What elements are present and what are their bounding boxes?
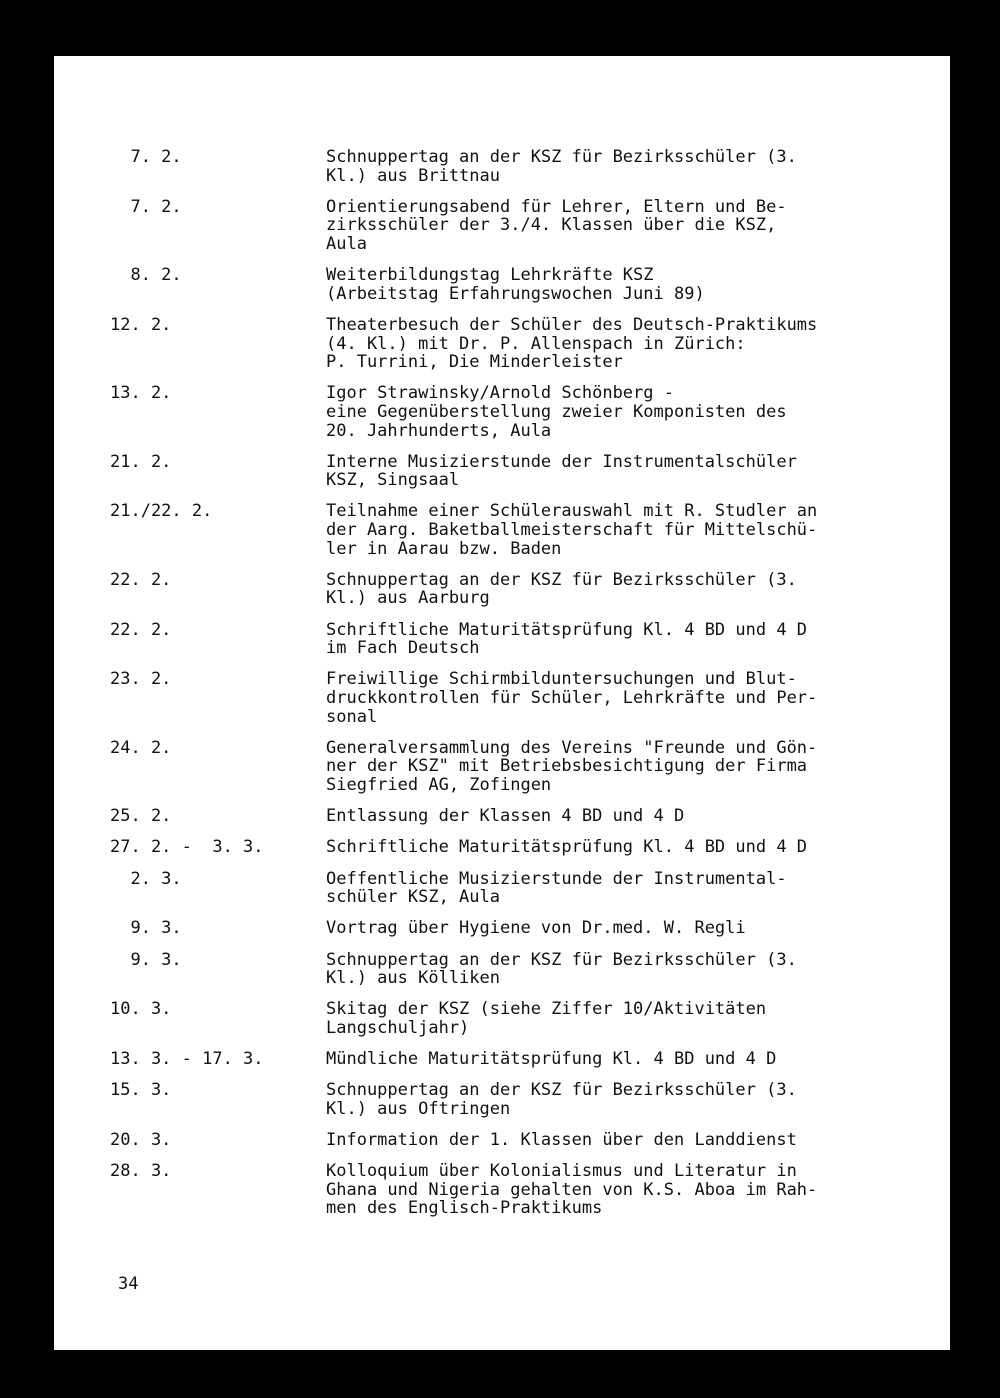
event-description: Kolloquium über Kolonialismus und Literatur in Ghana und Nigeria gehalten von K.S. Aboa im Rah- men des Englisch-Praktikums	[326, 1161, 818, 1219]
event-description: Igor Strawinsky/Arnold Schönberg - eine Gegenüberstellung zweier Komponisten des 20. Jahrhunderts, Aula	[326, 383, 787, 441]
event-description: Schnuppertag an der KSZ für Bezirksschüler (3. Kl.) aus Oftringen	[326, 1080, 797, 1119]
event-description: Schnuppertag an der KSZ für Bezirksschüler (3. Kl.) aus Brittnau	[326, 147, 797, 186]
event-entry	[110, 1131, 930, 1150]
event-date: 21./22. 2.	[110, 501, 213, 522]
event-description: Mündliche Maturitätsprüfung Kl. 4 BD und 4 D	[326, 1049, 777, 1070]
event-entry	[110, 1162, 930, 1218]
event-entry	[110, 198, 930, 254]
event-date: 15. 3.	[110, 1080, 172, 1101]
event-date: 25. 2.	[110, 806, 172, 827]
event-entry	[110, 739, 930, 795]
page-number: 34	[118, 1274, 139, 1294]
event-description: Schnuppertag an der KSZ für Bezirksschüler (3. Kl.) aus Aarburg	[326, 569, 797, 609]
event-description: Entlassung der Klassen 4 BD und 4 D	[326, 806, 685, 827]
event-date: 27. 2. - 3. 3.	[110, 837, 264, 858]
event-entry	[110, 838, 930, 857]
event-date: 13. 2.	[110, 383, 172, 404]
event-entry	[110, 919, 930, 938]
event-entry	[110, 1000, 930, 1037]
event-entry	[110, 951, 930, 988]
event-date: 24. 2.	[110, 737, 172, 758]
event-description: Schriftliche Maturitätsprüfung Kl. 4 BD und 4 D im Fach Deutsch	[326, 619, 808, 659]
event-description: Teilnahme einer Schülerauswahl mit R. Studler an der Aarg. Baketballmeisterschaft für Mittelschü- ler in Aarau bzw. Baden	[326, 501, 818, 559]
document-page	[54, 56, 950, 1350]
event-entry	[110, 1081, 930, 1118]
event-entry	[110, 621, 930, 658]
event-entry	[110, 384, 930, 440]
event-date: 22. 2.	[110, 619, 172, 640]
event-description: Information der 1. Klassen über den Landdienst	[326, 1130, 797, 1151]
event-entry	[110, 670, 930, 726]
event-date: 2. 3.	[110, 868, 182, 889]
event-date: 9. 3.	[110, 918, 182, 939]
event-description: Theaterbesuch der Schüler des Deutsch-Praktikums (4. Kl.) mit Dr. P. Allenspach in Zürich: P. Turrini, Die Minderleister	[326, 314, 818, 373]
event-date: 7. 2.	[110, 196, 182, 217]
event-description: Oeffentliche Musizierstunde der Instrumental- schüler KSZ, Aula	[326, 868, 787, 908]
event-description: Schnuppertag an der KSZ für Bezirksschüler (3. Kl.) aus Kölliken	[326, 949, 797, 989]
event-date: 10. 3.	[110, 999, 172, 1020]
event-description: Skitag der KSZ (siehe Ziffer 10/Aktivitäten Langschuljahr)	[326, 999, 767, 1038]
event-description: Schriftliche Maturitätsprüfung Kl. 4 BD und 4 D	[326, 837, 808, 858]
event-date: 13. 3. - 17. 3.	[110, 1049, 264, 1070]
event-description: Generalversammlung des Vereins "Freunde und Gön- ner der KSZ" mit Betriebsbesichtigung der Firma Siegfried AG, Zofingen	[326, 737, 818, 795]
event-entry	[110, 870, 930, 907]
event-entry	[110, 807, 930, 826]
event-date: 7. 2.	[110, 147, 182, 167]
event-entry	[110, 1050, 930, 1069]
event-date: 22. 2.	[110, 569, 172, 590]
event-description: Orientierungsabend für Lehrer, Eltern und Be- zirksschüler der 3./4. Klassen über die KSZ, Aula	[326, 196, 787, 254]
event-list	[110, 148, 930, 1231]
event-entry	[110, 148, 930, 185]
event-entry	[110, 502, 930, 558]
event-description: Weiterbildungstag Lehrkräfte KSZ (Arbeitstag Erfahrungswochen Juni 89)	[326, 265, 705, 304]
event-entry	[110, 316, 930, 372]
event-entry	[110, 571, 930, 608]
event-date: 9. 3.	[110, 949, 182, 970]
event-date: 8. 2.	[110, 265, 182, 286]
event-date: 12. 2.	[110, 314, 172, 335]
event-entry	[110, 453, 930, 490]
event-date: 28. 3.	[110, 1161, 172, 1182]
event-date: 20. 3.	[110, 1130, 172, 1151]
event-description: Interne Musizierstunde der Instrumentalschüler KSZ, Singsaal	[326, 451, 797, 491]
event-description: Freiwillige Schirmbilduntersuchungen und Blut- druckkontrollen für Schüler, Lehrkräfte und Per- sonal	[326, 669, 818, 727]
event-date: 23. 2.	[110, 669, 172, 690]
event-entry	[110, 266, 930, 303]
event-date: 21. 2.	[110, 451, 172, 472]
event-description: Vortrag über Hygiene von Dr.med. W. Regli	[326, 918, 746, 939]
